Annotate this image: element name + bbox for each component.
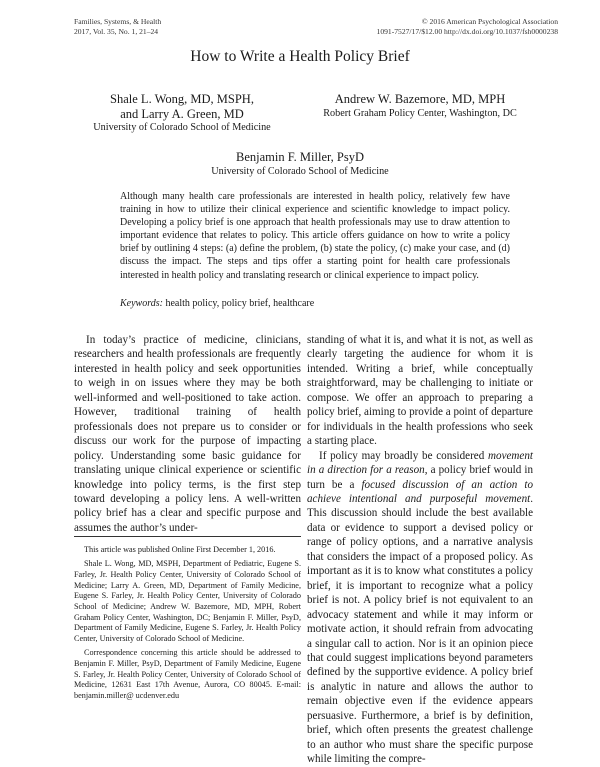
author-names-line1: Shale L. Wong, MD, MSPH, xyxy=(110,92,254,106)
keywords-value: health policy, policy brief, healthcare xyxy=(165,298,315,309)
keywords xyxy=(120,297,510,310)
author-affiliation-left: University of Colorado School of Medicine xyxy=(93,122,271,133)
doi-line: 1091-7527/17/$12.00 http://dx.doi.org/10.1037/fsh0000238 xyxy=(376,26,558,36)
journal-name: Families, Systems, & Health xyxy=(74,17,162,26)
body-paragraph-policy xyxy=(307,449,533,767)
body-paragraph-continued: standing of what it is, and what it is not, as well as clearly targeting the audience for whom it is intended. Writing a brief, while conceptually straightforward, may be challenging to initiate or compose. We offer an approach to preparing a policy brief, aiming to provide a point of departure for individuals in the health professions who seek a starting place. xyxy=(307,334,533,448)
body-column-left xyxy=(74,333,301,535)
footnote-correspondence: Correspondence concerning this article should be addressed to Benjamin F. Miller, PsyD, Department of Family Medicine, Eugene S. Farley, Jr. Health Policy Center, University of Colorado School of Medicine, 12631 East 17th Avenue, Aurora, CO 80045. E-mail: benjamin.miller@ ucdenver.edu xyxy=(74,648,301,701)
journal-header-left xyxy=(74,17,161,36)
italic-phrase: movement in a direction for a reason xyxy=(307,449,533,477)
author-affiliation-right: Robert Graham Policy Center, Washington, DC xyxy=(323,107,517,119)
author-name-right: Andrew W. Bazemore, MD, MPH xyxy=(334,92,506,106)
journal-volume: 2017, Vol. 35, No. 1, 21–24 xyxy=(74,26,159,36)
author-affiliation-center: University of Colorado School of Medicine xyxy=(211,165,389,177)
footnote-affiliations: Shale L. Wong, MD, MSPH, Department of Pediatric, Eugene S. Farley, Jr. Health Policy Center, University of Colorado School of Medicine; Larry A. Green, MD, Department of Family Medicine, Eugene S. Farley, Jr. Health Policy Center, University of Colorado School of Medicine; Andrew W. Bazemore, MD, MPH, Robert Graham Policy Center, Washington, DC; Benjamin F. Miller, PsyD, Department of Family Medicine, Eugene S. Farley, Jr. Health Policy Center, University of Colorado School of Medicine. xyxy=(74,559,301,644)
body-paragraph: In today’s practice of medicine, clinicians, researchers and health professionals are frequently interested in health policy and seek opportunities to weigh in on issues where they may be both well-informed and well-positioned to take action. However, traditional training of health professionals does not prepare us to consider or discuss our work for the purpose of impacting policy. Understanding some basic guidance for translating unique clinical experience or scientific knowledge into policy terms, is the first step toward developing a policy lens. A well-written policy brief has a clear and specific purpose and assumes the author’s under- xyxy=(74,334,301,534)
text-run: , a policy brief would in turn be a xyxy=(307,464,533,491)
text-run: . This discussion should include the best available data or evidence to support a devised policy or range of policy options, and a narrative analysis that considers the impact of a proposed policy. As important as it is to know what constitutes a policy brief, it is important to recognize what a policy brief is not. A policy brief is not equivalent to an advocacy statement and while it may inform or motivate action, it should refrain from advocating a singular call to action. Nor is it an opinion piece that could suggest implications beyond parameters defined by the supportive evidence. A policy brief is analytic in nature and allows the author to remain objective even if the evidence appears persuasive. Furthermore, a brief is by definition, brief, which often presents the greatest challenge to an author who must share the specific purpose while limiting the compre- xyxy=(307,492,533,766)
footnote-published: This article was published Online First December 1, 2016. xyxy=(84,545,276,554)
abstract: Although many health care professionals are interested in health policy, relatively few have training in how to utilize their clinical experience and scientific knowledge to impact policy. Developing a policy brief is one approach that health professionals may use to draw attention to important evidence that relates to policy. This article offers guidance on how to write a policy brief by outlining 4 steps: (a) define the problem, (b) state the policy, (c) make your case, and (d) discuss the impact. The steps and tips offer a starting point for health care professionals interested in health policy and translating research or clinical experience to impact policy. xyxy=(120,191,510,281)
paper-title: How to Write a Health Policy Brief xyxy=(190,48,410,65)
author-block-left xyxy=(64,92,300,134)
italic-phrase: focused discussion of an action to achieve intentional and purposeful movement xyxy=(307,478,533,505)
footnote-divider xyxy=(74,536,301,537)
text-run: If policy may broadly be considered xyxy=(319,449,489,462)
author-names-line2: and Larry A. Green, MD xyxy=(120,106,244,121)
author-block-right xyxy=(302,92,538,120)
body-column-right xyxy=(307,333,533,767)
journal-header-right xyxy=(377,17,558,36)
author-block-center xyxy=(0,150,600,178)
footnotes xyxy=(74,545,301,705)
copyright-line: © 2016 American Psychological Association xyxy=(421,17,558,26)
keywords-label: Keywords: xyxy=(120,298,163,309)
author-name-center: Benjamin F. Miller, PsyD xyxy=(235,150,364,164)
